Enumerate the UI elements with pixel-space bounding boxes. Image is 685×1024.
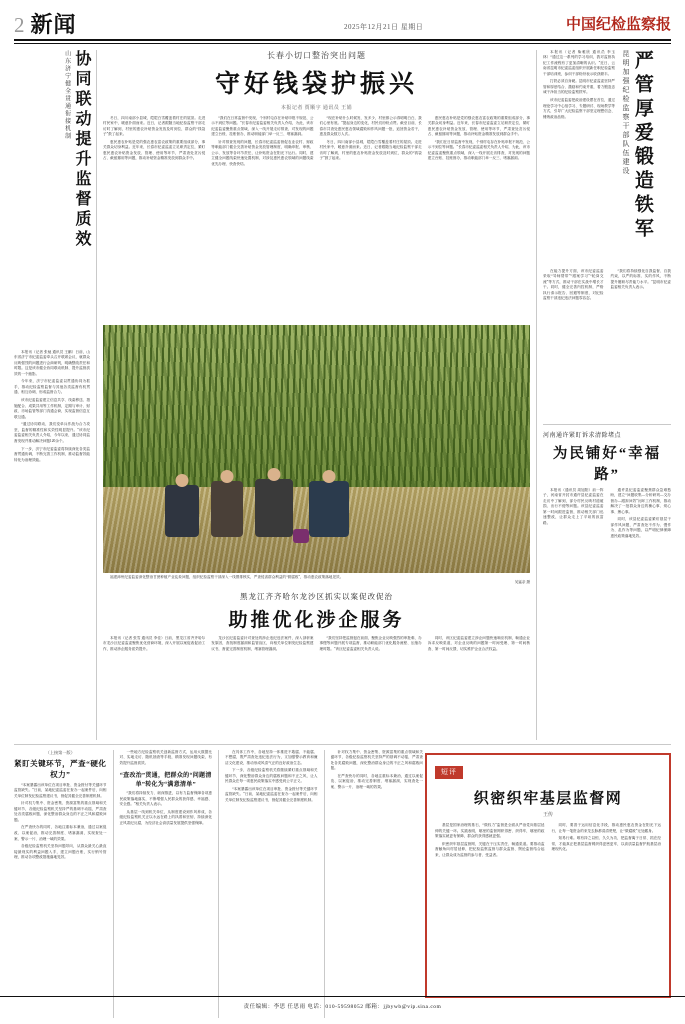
bottom-para-9: 下一步，各级纪检监察机关将继续紧盯重点领域和关键环节，深化整治群众身边的腐败问题和不正之风，让人民群众在每一项惠民政策落实中感受到公平正义。 bbox=[225, 768, 318, 784]
photo-credit: 吴猛亲 摄 bbox=[514, 579, 530, 584]
bottom-col-4 bbox=[324, 750, 424, 1018]
commentary-title: 织密织牢基层监督网 bbox=[473, 791, 623, 807]
right-top-body bbox=[543, 50, 615, 265]
right-top-para-4: 在能力提升方面，该市纪委监委采取“导师帮带”“跟案学习”“轮岗交流”等方式，推动干部在实战中增长才干。同时，健全完善内控机制，严格执行请示报告、回避等制度，对纪检监察干部违纪违法问题零容忍。 bbox=[543, 268, 604, 301]
lead-para-7: 惠民惠农补贴是党的强农惠农富农政策的重要组成部分，事关群众切身利益。近年来，长春市纪委监委立足职责定位，紧盯惠民惠农补贴资金发放、管理、使用等环节，严肃查处贪污侵占、截留挪用等问题，推动补贴资金精准发放到群众手中。 bbox=[427, 115, 530, 137]
photo-sugarcane-field bbox=[103, 325, 530, 495]
right-top-para-5: “我们将持续强化自我监督、自我约束，以严的标准、实的作风，不断提升履职尽责能力水平。”昆明市纪委监委相关负责人表示。 bbox=[610, 268, 671, 290]
photo-person-2 bbox=[211, 481, 243, 537]
masthead bbox=[14, 0, 671, 36]
second-para-1: 本报讯（记者 张雪 通讯员 李佳）日前，黑龙江省齐齐哈尔市龙沙区纪委监委聚焦优化营商环境，深入开展以案促改促治工作，推动涉企服务质效提升。 bbox=[103, 635, 206, 652]
right-second-col-b bbox=[611, 488, 672, 606]
second-body-columns bbox=[103, 636, 530, 751]
right-top-para-2: 打铁必须自身硬。昆明市纪委监委坚持严管和厚爱结合、激励和约束并重，着力锻造忠诚干净担当的纪检监察铁军。 bbox=[543, 79, 615, 95]
right-top-col-a bbox=[543, 269, 604, 419]
commentary-para-4: 知易行难。唯有持之以恒、久久为功，把监督寓于日常、抓在经常，才能真正把基层监督网织得更密更牢，以高质量监督护航基层治理现代化。 bbox=[551, 836, 661, 852]
commentary-body bbox=[435, 823, 661, 998]
photo-person-head bbox=[221, 470, 234, 483]
right-second-para-3: 同时，该县纪委监委紧盯基层干部作风问题，严肃查处不作为、慢作为、乱作为等问题，以严明纪律保障惠民政策落地见效。 bbox=[610, 517, 671, 538]
commentary-box bbox=[425, 753, 671, 998]
bottom-para-11: 针对权力集中、资金密集、资源富集的重点领域和关键环节，各级纪检监察机关坚持严的基调不动摇，严肃查处各类腐败问题，深化整治群众身边的不正之风和腐败问题。 bbox=[330, 749, 423, 771]
news-photo bbox=[103, 325, 530, 573]
bottom-body-3 bbox=[225, 750, 318, 804]
second-kicker: 黑龙江齐齐哈尔龙沙区抓实以案促改促治 bbox=[240, 591, 393, 601]
photo-person-head bbox=[323, 470, 336, 483]
lead-kicker: 长春小切口整治突出问题 bbox=[267, 50, 366, 60]
left-subhead: 山东济宁健全贯通衔接机制 bbox=[63, 49, 70, 140]
photo-person-head bbox=[268, 468, 281, 481]
lead-byline: 本报记者 贾顺宇 通讯员 王娟 bbox=[280, 105, 353, 111]
commentary-col-1 bbox=[435, 823, 545, 998]
bottom-col-2 bbox=[113, 750, 213, 1018]
right-headline-block bbox=[619, 50, 652, 265]
right-second-col-a bbox=[543, 488, 604, 606]
page-number: 2 bbox=[14, 13, 25, 37]
second-para-2: 龙沙区纪委监委针对查处的涉企违纪违法案件，深入剖析案发原因，查找制度漏洞和监管盲区，向相关单位制发纪检监察建议书，督促完善制度机制，堵塞管理漏洞。 bbox=[211, 635, 314, 652]
lead-para-1: 冬日，四川南部小县城，皑皑白雪覆盖着村庄的屋顶。走进村民家中，暖意扑面而来。近日，记者跟随当地纪检监察干部走访时了解到，村里的惠农补贴资金发放及时到位，群众的“钱袋子”鼓了起来。 bbox=[103, 115, 206, 137]
left-para-3: 该市纪委监委建立信息共享、线索移送、措施配合、成果共用等工作机制，定期与审计、财政、市场监管等部门沟通会商，实现监督信息互联互通。 bbox=[14, 398, 90, 419]
right-second-para-1: 本报讯（通讯员 周旭阳）前一阵子，河南省开封市通许县纪委监委在走访中了解到，部分村民反映村道破损、出行不便等问题。该县纪委监委第一时间跟进监督，推动相关部门迅速整改，让群众走上了平坦的致富路。 bbox=[543, 487, 604, 525]
bottom-subhead-1: “查改治”贯通，把群众的“问题清单”转化为“满意清单” bbox=[119, 773, 212, 789]
bottom-body-4 bbox=[331, 750, 424, 900]
lead-col-4 bbox=[428, 116, 530, 321]
second-headline: 助推优化涉企服务 bbox=[228, 609, 405, 631]
bottom-col-1 bbox=[14, 750, 107, 1018]
center-column bbox=[96, 50, 537, 740]
left-para-5: 下一步，济宁市纪委监委将持续深化各类监督贯通协调，不断完善工作机制，推动监督效能转化为治理效能。 bbox=[14, 446, 90, 462]
second-col-3 bbox=[320, 636, 422, 751]
left-vertical-headline-block bbox=[14, 50, 90, 350]
page-footer: 责任编辑：李思 任思雨 电话：010-59598052 邮箱：jjbywb@vip.sina.com bbox=[0, 996, 685, 1024]
bottom-para-3: 在严查快办的同时，各地注重标本兼治，通过以案促改、以案促治，推动完善制度、堵塞漏洞，实现查处一案、警示一片、治理一域的效果。 bbox=[14, 825, 107, 841]
bottom-body-2b bbox=[120, 791, 213, 826]
right-column bbox=[537, 50, 671, 740]
lead-col-1 bbox=[103, 116, 205, 321]
left-para-2: 今年来，济宁市纪委监委以贯通协同为抓手，推动纪检监察监督与其他各类监督有机贯通、相互协调，形成监督合力。 bbox=[14, 379, 90, 395]
lead-para-8: “我们在日常监督中发现，个别村屯存在补贴申报不规范、公示不到位等问题。”长春市纪委监委相关负责人介绍，为此，该市纪委监委聚焦重点领域，深入一线开展走访排查，对发现的问题建立台账、挂账督办，推动职能部门举一反三、堵塞漏洞。 bbox=[427, 139, 530, 161]
left-para-1: 本报讯（记者 张驰 通讯员 王鹏）日前，山东省济宁市纪委监委牵头召开联席会议，就群众反映强烈的问题进行会商研判，明确整改责任和时限。这是该市健全协同联动机制、提升监督质效的一个缩影。 bbox=[14, 349, 90, 376]
bottom-para-4: 各级纪检监察机关坚持问题导向，从群众最关心最直接最现实的利益问题入手，建立问题台账，实行销号管理，推动各项整改措施落地见效。 bbox=[14, 844, 107, 860]
left-para-4: “通过协同联动，我们变单兵作战为合力攻坚，监督的精准性和实效性明显提升。”该市纪委监委相关负责人介绍，今年以来，通过协同监督发现并推动解决问题120余个。 bbox=[14, 422, 90, 443]
right-top-para-3: 该市纪委监委把政治建设摆在首位，通过理论学习中心组学习、专题研讨、现场教学等方式，引导广大纪检监察干部坚定理想信念、锤炼政治品格。 bbox=[543, 98, 615, 119]
second-para-4: 同时，该区纪委监委建立涉企问题快速响应机制，畅通企业诉求反映渠道，对企业反映的问题第一时间受理、第一时间核查、第一时间反馈，切实维护企业合法权益。 bbox=[427, 635, 530, 652]
commentary-col-2 bbox=[552, 823, 662, 998]
bottom-para-7: 从基层一线到机关单位，从制度建设到作风养成，各级纪检监察机关正以永远在路上的执着和坚韧，持续深化正风肃纪反腐，为经济社会高质量发展提供坚强保障。 bbox=[119, 809, 212, 825]
photo-person-head bbox=[176, 474, 189, 487]
lead-body-columns bbox=[103, 116, 530, 321]
lead-col-3 bbox=[320, 116, 422, 321]
right-headline: 严管厚爱锻造铁军 bbox=[631, 49, 653, 242]
lead-para-2: 惠民惠农补贴是党的强农惠农富农政策的重要组成部分，事关群众切身利益。近年来，长春市纪委监委立足职责定位，紧盯惠民惠农补贴资金发放、管理、使用等环节，严肃查处贪污侵占、截留挪用等问题，推动补贴资金精准发放到群众手中。 bbox=[103, 139, 206, 161]
left-headline: 协同联动提升监督质效 bbox=[73, 49, 90, 250]
second-col-4 bbox=[428, 636, 530, 751]
right-top-col-b bbox=[611, 269, 672, 419]
right-second-body bbox=[543, 488, 671, 606]
second-para-3: “我们坚持把监督挺在前面，聚焦企业反映强烈的审批难、办事慢等问题开展专项监督，推动职能部门优化服务流程、压缩办理时限。”该区纪委监委相关负责人说。 bbox=[319, 635, 422, 652]
issue-date: 2025年12月21日 星期日 bbox=[344, 23, 424, 31]
right-top-more bbox=[543, 269, 671, 419]
photo-caption: 福建漳州纪委监委深化整治甘蔗种植产业乱象问题，组织纪检监察干部深入一线摸排核实，严查侵害群众利益的“微腐败”，推动惠农政策落地见效。 bbox=[110, 574, 344, 579]
right-top-para-1: 本报讯（记者 柴雅欣 通讯员 李玉林）“通过这一系列的学习培训，我对监督执纪工作流程有了更加清晰的认识。”近日，云南省昆明市纪委监委组织开展新任职纪检监察干部培训班，参训干部纷纷表示收获颇丰。 bbox=[543, 49, 615, 76]
second-col-2 bbox=[211, 636, 313, 751]
bottom-para-1: “本案暴露出该单位在项目审批、资金拨付等关键环节监管缺失。”日前，某地纪委监委在查办一起案件后，向相关单位制发纪检监察建议书，督促其健全完善制度机制。 bbox=[14, 782, 107, 798]
masthead-rule-thin bbox=[14, 43, 671, 44]
top-area bbox=[14, 50, 671, 740]
bottom-body-1 bbox=[14, 783, 107, 861]
bottom-para-2: 针对权力集中、资金密集、资源富集的重点领域和关键环节，各级纪检监察机关坚持严的基调不动摇，严肃查处各类腐败问题，深化整治群众身边的不正之风和腐败问题。 bbox=[14, 801, 107, 822]
bottom-para-6: “我们将持续发力、纵深推进，以有力监督保障各项惠民政策落地落实，不断增强人民群众的获得感、幸福感、安全感。”相关负责人表示。 bbox=[119, 791, 212, 807]
photo-bag bbox=[293, 529, 309, 543]
bottom-col-3 bbox=[218, 750, 318, 1018]
left-body bbox=[14, 350, 90, 464]
commentary-para-2: 织密织牢基层监督网，关键在于压实责任、畅通渠道。要推动监督触角向村居延伸，把纪检监察监督与群众监督、舆论监督结合起来，让群众成为监督的参与者、受益者。 bbox=[435, 841, 545, 857]
lead-para-4: 针对排查发现的问题，长春市纪委监委督促农业农村、财政等职能部门健全完善补贴资金发放管理制度，明确申报、审核、公示、发放等各环节责任，让补贴资金在阳光下运行。同时，建立健全问题线索快速处置机制，对涉及惠民惠农领域的问题线索优先办理、快查快结。 bbox=[211, 139, 314, 166]
photo-person-4 bbox=[309, 481, 349, 537]
right-divider bbox=[543, 424, 671, 425]
lead-col-2 bbox=[211, 116, 313, 321]
masthead-rule bbox=[14, 39, 671, 41]
right-second-kicker: 河南通许紧盯诉求清除堵点 bbox=[543, 432, 622, 439]
bottom-body-2 bbox=[120, 750, 213, 767]
bottom-para-8: 在具体工作中，各地坚持一体推进不敢腐、不能腐、不想腐，既严肃查处违纪违法行为，又加强警示教育和廉洁文化建设，推动形成风清气正的良好政治生态。 bbox=[225, 749, 318, 765]
lead-para-3: “我们在日常监督中发现，个别村屯存在补贴申报不规范、公示不到位等问题。”长春市纪委监委相关负责人介绍，为此，该市纪委监委聚焦重点领域，深入一线开展走访排查，对发现的问题建立台账、挂账督办，推动职能部门举一反三、堵塞漏洞。 bbox=[211, 115, 314, 137]
commentary-para-1: 基层是国家治理的基石，“微权力”监督是全面从严治党向基层延伸的关键一环。实践表明，哪里的监督网织得密、织得牢，哪里的政策落实就更有保障，群众的获得感就更强。 bbox=[435, 823, 545, 839]
photo-person-3 bbox=[255, 479, 293, 537]
bottom-para-12: 在严查快办的同时，各地注重标本兼治，通过以案促改、以案促治，推动完善制度、堵塞漏洞，实现查处一案、警示一片、治理一域的效果。 bbox=[330, 773, 423, 789]
lead-para-5: “现在补贴什么时候发、发多少，村里都公示得明明白白，我们心里有底。”提起身边的变化，村民们纷纷点赞。截至目前，长春市共查处惠民惠农领域腐败和作风问题一批，追回资金若干，惠及群众数万人次。 bbox=[319, 115, 422, 137]
section-title: 新闻 bbox=[30, 12, 77, 37]
continued-headline: 紧盯关键环节，严查“硬化权力” bbox=[14, 758, 107, 779]
lead-para-6: 冬日，四川南部小县城，皑皑白雪覆盖着村庄的屋顶。走进村民家中，暖意扑面而来。近日，记者跟随当地纪检监察干部走访时了解到，村里的惠农补贴资金发放及时到位，群众的“钱袋子”鼓了起来。 bbox=[319, 139, 422, 161]
left-column bbox=[14, 50, 96, 740]
lead-headline: 守好钱袋护振兴 bbox=[214, 70, 418, 98]
continued-note: （上接第一版） bbox=[45, 749, 75, 755]
photo-person-1 bbox=[165, 485, 199, 537]
right-second-headline: 为民铺好“幸福路” bbox=[552, 445, 662, 483]
commentary-author: 王传 bbox=[542, 813, 553, 818]
commentary-badge: 短评 bbox=[435, 766, 463, 779]
bottom-para-5: 一些地方纪检监察机关创新监督方式，运用大数据比对、实地走访、随机抽查等手段，精准发现问题线索，有效提升监督质效。 bbox=[119, 749, 212, 765]
right-subhead: 昆明加强纪检监察干部队伍建设 bbox=[622, 49, 630, 176]
paper-logo: 中国纪检监察报 bbox=[565, 17, 671, 33]
commentary-para-3: 同时，要善于运用信息化手段，推动惠民惠农资金在阳光下运行，让每一笔资金的来龙去脉都清清楚楚，让“微腐败”无处藏身。 bbox=[551, 823, 661, 833]
second-col-1 bbox=[103, 636, 205, 751]
right-second-para-2: 通许县纪委监委聚焦群众急难愁盼，建立“问题收集—分析研判—交办督办—跟踪问效”闭环工作机制，推动解决了一批群众身边的操心事、烦心事、揪心事。 bbox=[610, 487, 671, 514]
bottom-para-10: “本案暴露出该单位在项目审批、资金拨付等关键环节监管缺失。”日前，某地纪委监委在查办一起案件后，向相关单位制发纪检监察建议书，督促其健全完善制度机制。 bbox=[225, 786, 318, 802]
